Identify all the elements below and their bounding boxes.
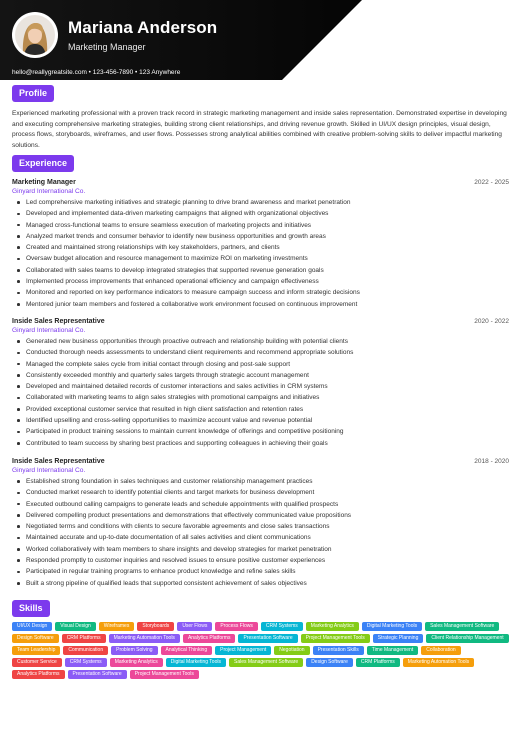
job-company: Ginyard International Co. bbox=[12, 467, 86, 474]
list-item: Conducted thorough needs assessments to understand client requirements and recommend appropriate solutions bbox=[12, 347, 509, 358]
list-item: Delivered compelling product presentations and demonstrations that effectively communicated value propositions bbox=[12, 510, 509, 521]
skill-tag: CRM Platforms bbox=[356, 658, 400, 667]
skill-tag: Wireframes bbox=[99, 622, 135, 631]
skill-tag: Problem Solving bbox=[111, 646, 157, 655]
list-item: Analyzed market trends and consumer behavior to identify new business opportunities and growth areas bbox=[12, 231, 509, 242]
list-item: Participated in regular training programs to enhance product knowledge and refine sales skills bbox=[12, 566, 509, 577]
skill-tag: Negotiation bbox=[274, 646, 309, 655]
skill-tag: Project Management Tools bbox=[130, 670, 199, 679]
job-dates: 2022 - 2025 bbox=[474, 179, 509, 186]
list-item: Contributed to team success by sharing best practices and supporting colleagues in achieving their goals bbox=[12, 438, 509, 449]
skill-tag: Presentation Software bbox=[68, 670, 127, 679]
skill-tag: CRM Platforms bbox=[62, 634, 106, 643]
job-company: Ginyard International Co. bbox=[12, 188, 86, 195]
skill-tag: UI/UX Design bbox=[12, 622, 52, 631]
list-item: Negotiated terms and conditions with clients to secure favorable agreements and close sales transactions bbox=[12, 521, 509, 532]
list-item: Developed and maintained detailed records of customer interactions and sales activities in CRM systems bbox=[12, 381, 509, 392]
skill-tag: Digital Marketing Tools bbox=[166, 658, 226, 667]
list-item: Established strong foundation in sales techniques and customer relationship management practices bbox=[12, 476, 509, 487]
job-title: Inside Sales Representative bbox=[12, 458, 105, 465]
skill-tag: Analytics Platforms bbox=[12, 670, 65, 679]
skills-heading: Skills bbox=[12, 600, 50, 617]
list-item: Generated new business opportunities through proactive outreach and relationship building with potential clients bbox=[12, 336, 509, 347]
list-item: Identified upselling and cross-selling opportunities to maximize account value and revenue potential bbox=[12, 415, 509, 426]
list-item: Built a strong pipeline of qualified leads that supported consistent achievement of sales objectives bbox=[12, 578, 509, 589]
skill-tag: CRM Systems bbox=[261, 622, 303, 631]
skill-tag: Project Management Tools bbox=[301, 634, 370, 643]
skill-tag: CRM Systems bbox=[65, 658, 107, 667]
skill-tag: Digital Marketing Tools bbox=[362, 622, 422, 631]
skill-tag: Communication bbox=[63, 646, 108, 655]
skill-tag: Marketing Analytics bbox=[306, 622, 359, 631]
list-item: Created and maintained strong relationships with key stakeholders, partners, and clients bbox=[12, 242, 509, 253]
list-item: Executed outbound calling campaigns to generate leads and schedule appointments with qualified prospects bbox=[12, 499, 509, 510]
job-entry bbox=[12, 179, 509, 310]
job-entry bbox=[12, 318, 509, 449]
list-item: Maintained accurate and up-to-date documentation of all sales activities and client communications bbox=[12, 532, 509, 543]
skill-tag: Analytical Thinking bbox=[161, 646, 213, 655]
job-title: Inside Sales Representative bbox=[12, 318, 105, 325]
skill-tag: Presentation Software bbox=[238, 634, 297, 643]
skill-tag: Visual Design bbox=[55, 622, 95, 631]
list-item: Oversaw budget allocation and resource management to maximize ROI on marketing investments bbox=[12, 253, 509, 264]
skill-tag: Time Management bbox=[367, 646, 419, 655]
list-item: Provided exceptional customer service that resulted in high client satisfaction and retention rates bbox=[12, 404, 509, 415]
job-bullets bbox=[12, 476, 509, 589]
job-entry bbox=[12, 458, 509, 589]
skill-tag: Marketing Automation Tools bbox=[109, 634, 180, 643]
list-item: Collaborated with marketing teams to align sales strategies with promotional campaigns and initiatives bbox=[12, 392, 509, 403]
skill-tag: Collaboration bbox=[421, 646, 460, 655]
skill-tag: Analytics Platforms bbox=[183, 634, 236, 643]
skill-tag: Design Software bbox=[12, 634, 59, 643]
list-item: Developed and implemented data-driven marketing campaigns that aligned with organizational objectives bbox=[12, 208, 509, 219]
skill-tag: Process Flows bbox=[215, 622, 258, 631]
portrait-photo bbox=[15, 15, 55, 55]
list-item: Responded promptly to customer inquiries and resolved issues to ensure positive customer experiences bbox=[12, 555, 509, 566]
skill-tag: Marketing Automation Tools bbox=[403, 658, 474, 667]
profile-summary: Experienced marketing professional with a proven track record in strategic marketing management and inside sales representation. Demonstrated expertise in developing and executing comprehensive marketing strategies, building strong client relationships, and driving revenue growth. Skilled in UI/UX design principles, visual design, process flows, storyboards, wireframes, and user flows. Possesses strong analytical abilities combined with creative problem-solving skills to deliver impactful marketing solutions. bbox=[12, 110, 507, 149]
skill-tag: Customer Service bbox=[12, 658, 62, 667]
skill-tag: Team Leadership bbox=[12, 646, 60, 655]
list-item: Mentored junior team members and fostered a collaborative work environment focused on continuous improvement bbox=[12, 299, 509, 310]
job-bullets bbox=[12, 336, 509, 449]
list-item: Managed cross-functional teams to ensure seamless execution of marketing projects and initiatives bbox=[12, 220, 509, 231]
skill-tag: User Flows bbox=[177, 622, 212, 631]
list-item: Worked collaboratively with team members to share insights and develop strategies for market penetration bbox=[12, 544, 509, 555]
list-item: Conducted market research to identify potential clients and target markets for business development bbox=[12, 487, 509, 498]
skill-tag: Strategic Planning bbox=[373, 634, 424, 643]
list-item: Participated in product training sessions to maintain current knowledge of offerings and competitive positioning bbox=[12, 426, 509, 437]
skill-tag: Sales Management Software bbox=[425, 622, 499, 631]
list-item: Consistently exceeded monthly and quarterly sales targets through strategic account management bbox=[12, 370, 509, 381]
list-item: Implemented process improvements that enhanced operational efficiency and campaign effectiveness bbox=[12, 276, 509, 287]
job-company: Ginyard International Co. bbox=[12, 327, 86, 334]
job-title: Marketing Manager bbox=[12, 179, 76, 186]
list-item: Led comprehensive marketing initiatives and strategic planning to drive brand awareness and market penetration bbox=[12, 197, 509, 208]
profile-heading: Profile bbox=[12, 85, 54, 102]
candidate-role: Marketing Manager bbox=[68, 42, 146, 52]
header-background bbox=[0, 0, 520, 80]
skill-tag: Storyboards bbox=[137, 622, 174, 631]
skill-tag: Client Relationship Management bbox=[426, 634, 508, 643]
experience-heading: Experience bbox=[12, 155, 74, 172]
job-bullets bbox=[12, 197, 509, 310]
list-item: Monitored and reported on key performance indicators to measure campaign success and inform strategic decisions bbox=[12, 287, 509, 298]
candidate-name: Mariana Anderson bbox=[68, 18, 218, 37]
resume-header bbox=[0, 0, 520, 80]
job-dates: 2020 - 2022 bbox=[474, 318, 509, 325]
skill-tag: Design Software bbox=[306, 658, 353, 667]
list-item: Collaborated with sales teams to develop integrated strategies that supported revenue generation goals bbox=[12, 265, 509, 276]
job-dates: 2018 - 2020 bbox=[474, 458, 509, 465]
list-item: Managed the complete sales cycle from initial contact through closing and post-sale support bbox=[12, 359, 509, 370]
skill-tag: Marketing Analytics bbox=[110, 658, 163, 667]
skill-tag: Presentation Skills bbox=[313, 646, 364, 655]
skills-list bbox=[12, 622, 512, 679]
skill-tag: Project Management bbox=[215, 646, 271, 655]
avatar bbox=[12, 12, 58, 58]
contact-info: hello@reallygreatsite.com • 123-456-7890 • 123 Anywhere bbox=[12, 69, 181, 76]
skill-tag: Sales Management Software bbox=[229, 658, 303, 667]
